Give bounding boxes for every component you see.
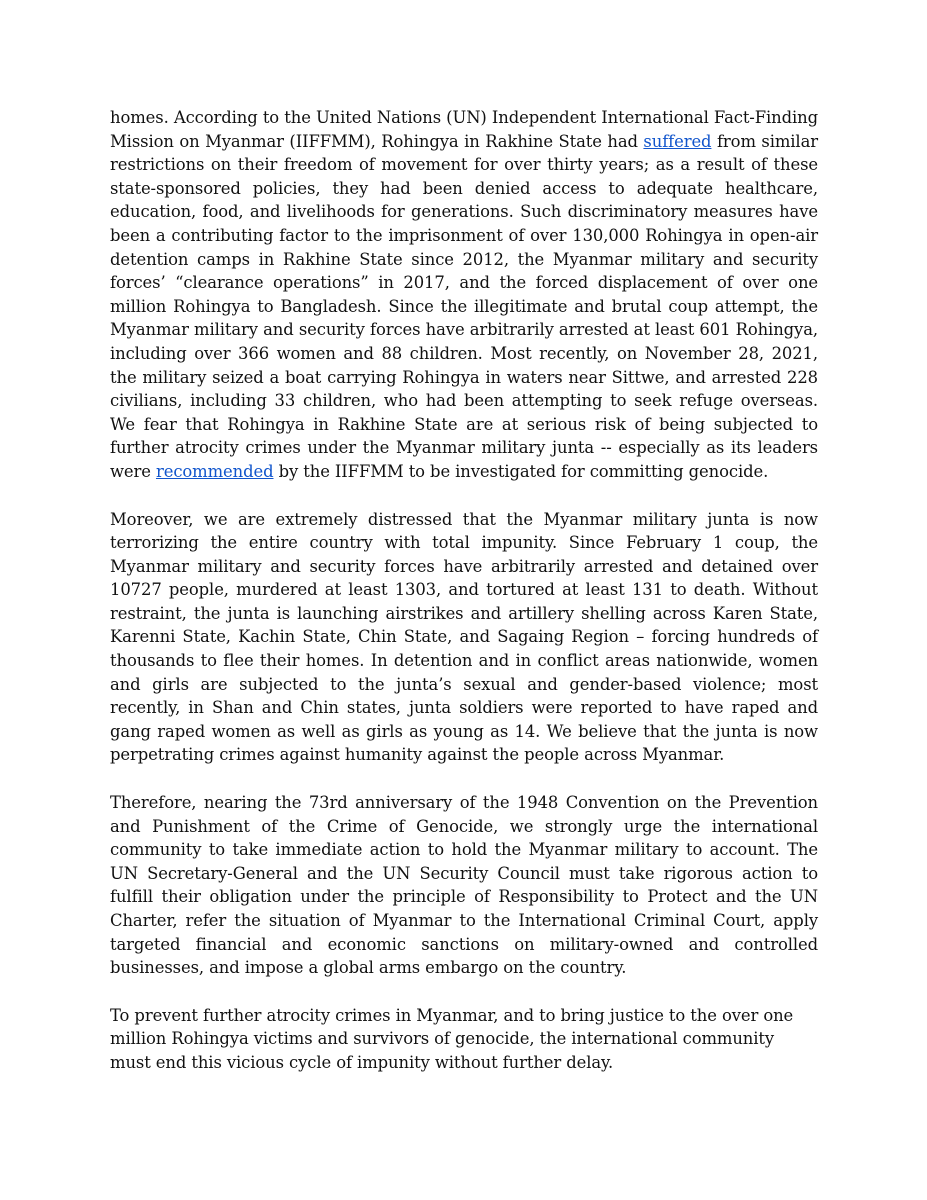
document-page <box>110 106 818 1099</box>
paragraph-rohingya-restrictions <box>110 106 818 484</box>
paragraph-text: from similar restrictions on their freedom of movement for over thirty years; as a result of these state-sponsored policies, they had been denied access to adequate healthcare, education, food, and livelihoods for generations. Such discriminatory measures have been a contributing factor to the imprisonment of over 130,000 Rohingya in open-air detention camps in Rakhine State since 2012, the Myanmar military and security forces’ “clearance operations” in 2017, and the forced displacement of over one million Rohingya to Bangladesh. Since the illegitimate and brutal coup attempt, the Myanmar military and security forces have arbitrarily arrested at least 601 Rohingya, including over 366 women and 88 children. Most recently, on November 28, 2021, the military seized a boat carrying Rohingya in waters near Sittwe, and arrested 228 civilians, including 33 children, who had been attempting to seek refuge overseas. We fear that Rohingya in Rakhine State are at serious risk of being subjected to further atrocity crimes under the Myanmar military junta -- especially as its leaders were <box>110 131 818 481</box>
paragraph-text: by the IIFFMM to be investigated for committing genocide. <box>273 461 769 481</box>
paragraph-call-to-action: Therefore, nearing the 73rd anniversary of the 1948 Convention on the Prevention and Punishment of the Crime of Genocide, we strongly urge the international community to take immediate action to hold the Myanmar military to account. The UN Secretary-General and the UN Security Council must take rigorous action to fulfill their obligation under the principle of Responsibility to Protect and the UN Charter, refer the situation of Myanmar to the International Criminal Court, apply targeted financial and economic sanctions on military-owned and controlled businesses, and impose a global arms embargo on the country. <box>110 793 818 978</box>
paragraph-junta-impunity: Moreover, we are extremely distressed that the Myanmar military junta is now terrorizing the entire country with total impunity. Since February 1 coup, the Myanmar military and security forces have arbitrarily arrested and detained over 10727 people, murdered at least 1303, and tortured at least 131 to death. Without restraint, the junta is launching airstrikes and artillery shelling across Karen State, Karenni State, Kachin State, Chin State, and Sagaing Region – forcing hundreds of thousands to flee their homes. In detention and in conflict areas nationwide, women and girls are subjected to the junta’s sexual and gender-based violence; most recently, in Shan and Chin states, junta soldiers were reported to have raped and gang raped women as well as girls as young as 14. We believe that the junta is now perpetrating crimes against humanity against the people across Myanmar. <box>110 509 818 765</box>
paragraph-text: homes. According to the United Nations (UN) Independent International Fact-Finding Mission on Myanmar (IIFFMM), Rohingya in Rakhine State had <box>110 108 818 151</box>
recommended-link[interactable]: recommended <box>155 461 274 481</box>
paragraph-conclusion: To prevent further atrocity crimes in Myanmar, and to bring justice to the over one million Rohingya victims and survivors of genocide, the international community must end this vicious cycle of impunity without further delay. <box>110 1005 794 1072</box>
suffered-link[interactable]: suffered <box>643 131 712 151</box>
